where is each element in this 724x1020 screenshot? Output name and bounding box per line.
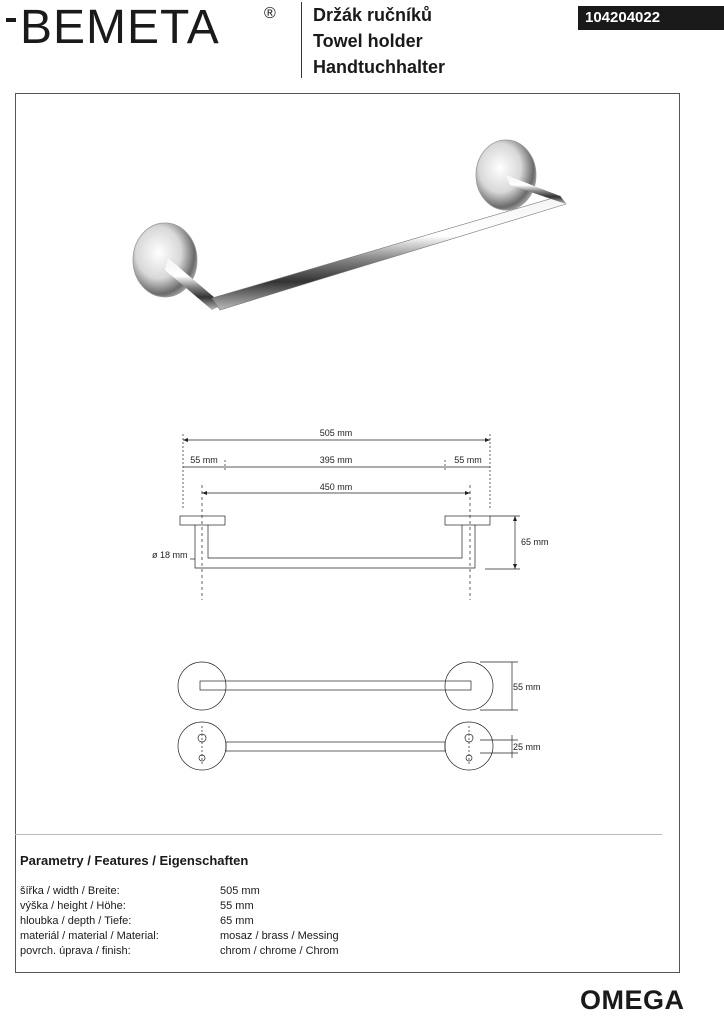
technical-drawing: [140, 420, 560, 780]
feature-value: mosaz / brass / Messing: [220, 930, 339, 942]
feature-value: 65 mm: [220, 915, 254, 927]
feature-label: materiál / material / Material:: [20, 930, 159, 942]
dim-tube-diameter: ø 18 mm: [152, 550, 188, 560]
product-titles: [313, 2, 445, 80]
dim-projection: 65 mm: [521, 537, 549, 547]
title-en: Towel holder: [313, 31, 423, 51]
features-table: [20, 884, 339, 959]
feature-value: 505 mm: [220, 885, 260, 897]
feature-row: [20, 899, 339, 914]
features-title: Parametry / Features / Eigenschaften: [20, 853, 249, 868]
header-divider: [301, 2, 302, 78]
feature-row: [20, 944, 339, 959]
feature-value: chrom / chrome / Chrom: [220, 945, 339, 957]
feature-row: [20, 929, 339, 944]
feature-label: povrch. úprava / finish:: [20, 945, 131, 957]
product-code-badge: 104204022: [578, 6, 724, 30]
feature-value: 55 mm: [220, 900, 254, 912]
dim-rosette-diameter: 55 mm: [513, 682, 541, 692]
brand-name: BEMETA: [20, 1, 220, 50]
bemeta-logo: [6, 0, 286, 50]
title-de: Handtuchhalter: [313, 57, 446, 77]
feature-row: [20, 914, 339, 929]
section-divider: [15, 834, 662, 835]
dim-center-distance: 450 mm: [319, 482, 353, 492]
dim-rosette-right: 55 mm: [454, 455, 482, 465]
feature-label: šířka / width / Breite:: [20, 885, 120, 897]
dim-bar-span: 395 mm: [319, 455, 353, 465]
feature-label: výška / height / Höhe:: [20, 900, 126, 912]
registered-mark: ®: [264, 5, 276, 22]
feature-label: hloubka / depth / Tiefe:: [20, 915, 132, 927]
dim-rosette-left: 55 mm: [190, 455, 218, 465]
title-cz: Držák ručníků: [313, 5, 433, 25]
feature-row: [20, 884, 339, 899]
series-name: OMEGA: [580, 985, 685, 1015]
product-image: [120, 130, 580, 330]
dim-mount-width: 25 mm: [513, 742, 541, 752]
dim-overall-width: 505 mm: [319, 428, 353, 438]
